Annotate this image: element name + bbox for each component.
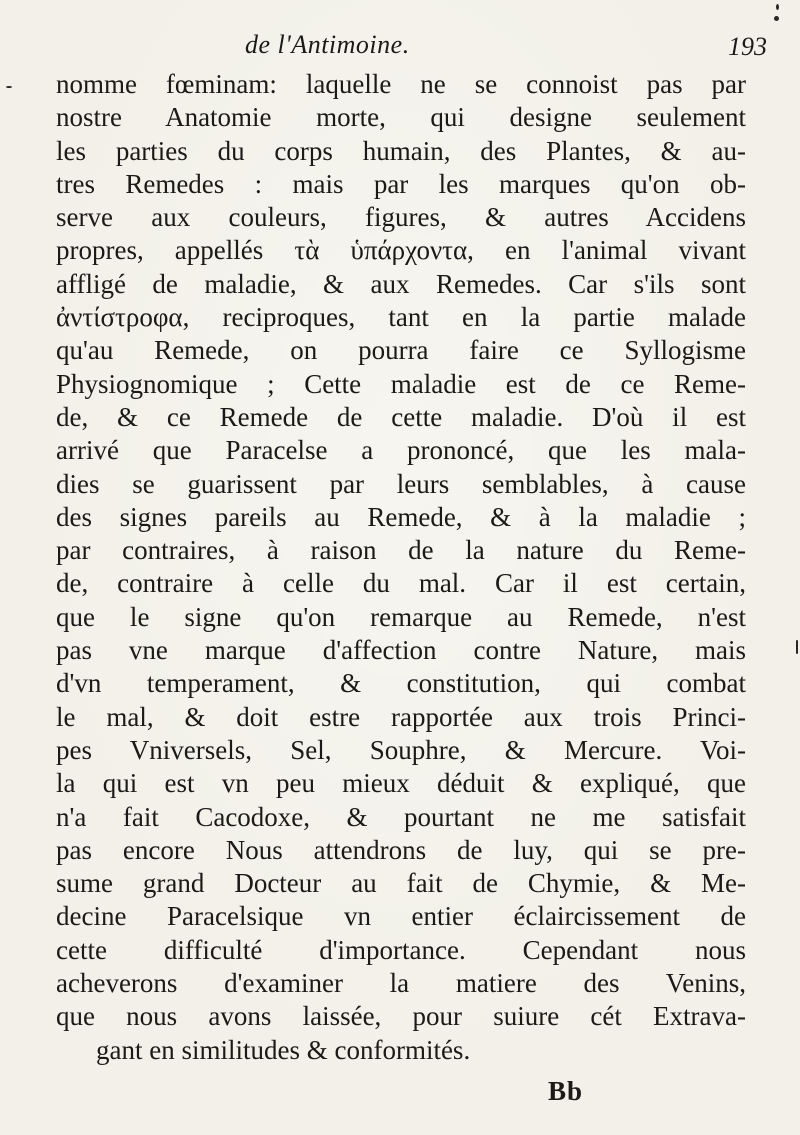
text-line: sume grand Docteur au fait de Chymie, & Me- [56,868,746,899]
text-line: serve aux couleurs, figures, & autres Accidens [56,202,746,233]
text-line: que le signe qu'on remarque au Remede, n'est [56,601,746,632]
text-line: d'vn temperament, & constitution, qui combat [56,668,746,699]
ink-speck [776,4,779,10]
signature-mark: Bb [548,1076,584,1106]
body-text [56,68,746,1067]
ink-speck [796,640,798,654]
text-line: le mal, & doit estre rapportée aux trois Princi- [56,701,746,732]
text-line: dies se guarissent par leurs semblables, à cause [56,468,746,499]
text-line: propres, appellés τὰ ὑπάρχοντα, en l'animal vivant [56,235,746,266]
text-line: cette difficulté d'importance. Cependant nous [56,934,746,965]
ink-speck [774,16,779,21]
text-line: gant en similitudes & conformités. [96,1034,471,1065]
text-line: de, & ce Remede de cette maladie. D'où il est [56,401,746,432]
text-line: que nous avons laissée, pour suiure cét Extrava- [56,1001,746,1032]
text-line: arrivé que Paracelse a prononcé, que les mala- [56,435,746,466]
text-line: de, contraire à celle du mal. Car il est certain, [56,568,746,599]
text-line: ἀντίστροφα, reciproques, tant en la partie malade [56,302,746,333]
text-line: acheverons d'examiner la matiere des Venins, [56,968,746,999]
text-line: tres Remedes : mais par les marques qu'on ob- [56,168,746,199]
text-line: des signes pareils au Remede, & à la maladie ; [56,501,746,532]
text-line: pes Vniversels, Sel, Souphre, & Mercure. Voi- [56,734,746,765]
page-number: 193 [728,32,767,61]
text-line: nomme fœminam: laquelle ne se connoist pas par [56,69,746,99]
text-line: pas encore Nous attendrons de luy, qui se pre- [56,834,746,865]
ink-speck [6,86,12,88]
running-title: de l'Antimoine. [245,30,410,59]
text-line: Physiognomique ; Cette maladie est de ce Reme- [56,368,746,399]
text-line: par contraires, à raison de la nature du Reme- [56,535,746,566]
text-line: les parties du corps humain, des Plantes, & au- [56,135,746,166]
text-line: n'a fait Cacodoxe, & pourtant ne me satisfait [56,801,746,832]
text-line: qu'au Remede, on pourra faire ce Syllogisme [56,335,746,366]
text-line: nostre Anatomie morte, qui designe seulement [56,102,746,133]
text-line: la qui est vn peu mieux déduit & expliqué, que [56,768,746,799]
running-head [0,26,800,66]
text-line: affligé de maladie, & aux Remedes. Car s'ils sont [56,268,746,299]
text-line: pas vne marque d'affection contre Nature, mais [56,635,746,666]
text-line: decine Paracelsique vn entier éclaircissement de [56,901,746,932]
